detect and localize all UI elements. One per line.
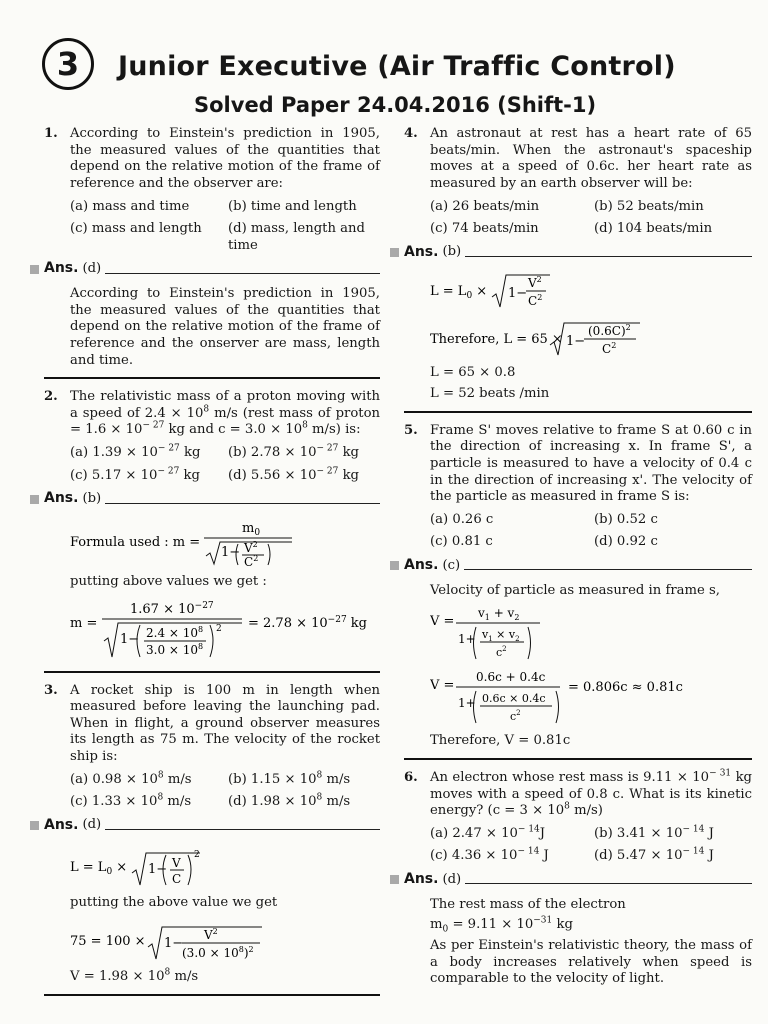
svg-text:75 = 100 ×: 75 = 100 × (70, 934, 146, 950)
answer-marker-icon (30, 821, 39, 830)
answer-underline (465, 883, 752, 884)
answer-row (30, 260, 380, 278)
svg-text:1−: 1− (120, 631, 140, 647)
options (430, 512, 752, 551)
answer-underline (105, 829, 380, 830)
option-c: (c) 74 beats/min (430, 221, 539, 237)
svg-text:(3.0 × 108)2: $(3.0 \times 10^8)^2$ (182, 945, 254, 961)
option-d: (d) $1.98 \times 10^8$ m/s (228, 792, 351, 810)
answer-marker-icon (390, 875, 399, 884)
answer-line-2: $m_0 = 9.11 \times 10^{-31}$ kg (430, 915, 573, 935)
svg-text:v1 × v2: $v_1 \times v_2$ (482, 628, 520, 644)
divider (44, 671, 380, 673)
question-number: 3. (44, 682, 58, 698)
option-c: (c) $5.17 \times 10^{- 27}$ kg (70, 466, 200, 483)
final-result: $V = 1.98 \times 10^8$ m/s (70, 967, 199, 985)
svg-text:0.6c + 0.4c: 0.6c + 0.4c (476, 670, 546, 685)
question-number: 6. (404, 769, 418, 785)
option-a: (a) 0.26 c (430, 511, 494, 527)
question-text: Frame S' moves relative to frame S at 0.60 c in the direction of increasing x. In frame S', a particle is measured to have a velocity of 0.4 c in the direction of increasing x'. The velocity of the particle as measured in frame S is: (430, 422, 752, 505)
svg-text:1.67 × 10−27: $1.67 \times 10^{-27}$ (130, 600, 214, 617)
calc-line-1: L = 65 × 0.8 (430, 365, 516, 381)
option-c: (c) 0.81 c (430, 534, 493, 550)
svg-text:c2: $c^2$ (496, 645, 507, 660)
answer-explanation: According to Einstein's prediction in 1905, the measured values of the quantities that depend on the relative motion of the frame of reference and the onserver are mass, length and time. (70, 286, 380, 368)
option-c: (c) $1.33 \times 10^8$ m/s (70, 792, 192, 810)
svg-text:1+: 1+ (458, 696, 476, 711)
putting-text: putting above values we get : (70, 573, 267, 589)
formula-velocity-addition (430, 605, 630, 663)
answer-value: (d) (442, 871, 462, 887)
svg-text:m0: $m_0$ (242, 520, 261, 538)
option-b: (b) 0.52 c (594, 511, 658, 527)
answer-value: (d) (82, 817, 102, 833)
svg-text:V2: $V^2$ (244, 539, 258, 555)
answer-label: Ans. (404, 243, 439, 260)
question-number: 1. (44, 126, 58, 141)
options (430, 826, 752, 865)
calc-line-2: L = 52 beats /min (430, 386, 550, 401)
option-a: (a) $1.39 \times 10^{- 27}$ kg (70, 443, 201, 460)
svg-text:2: 2 (194, 849, 200, 860)
question-3 (44, 683, 380, 996)
answer-value: (d) (82, 260, 102, 276)
question-text: According to Einstein's prediction in 1905, the measured values of the quantities that depend on the relative motion of the frame of reference and the observer are: (70, 126, 380, 191)
answer-row (30, 817, 380, 835)
question-4 (404, 126, 752, 413)
options (430, 199, 752, 238)
answer-row (390, 871, 752, 889)
svg-text:Therefore, L = 65 ×: Therefore, L = 65 × (430, 332, 563, 348)
svg-text:V =: V = (430, 678, 455, 694)
option-a: (a) 26 beats/min (430, 198, 540, 214)
answer-marker-icon (390, 248, 399, 257)
formula-substitution (70, 917, 370, 963)
svg-text:1−: 1− (566, 334, 586, 350)
option-c: (c) mass and length (70, 221, 202, 237)
svg-text:= 0.806c ≈ 0.81c: = 0.806c ≈ 0.81c (568, 680, 683, 696)
option-d: (d) $5.56 \times 10^{- 27}$ kg (228, 466, 359, 483)
question-text: An astronaut at rest has a heart rate of 65 beats/min. When the astronaut's spaceship moves at a speed of 0.6c. her heart rate as measured by an earth observer will be: (430, 126, 752, 191)
divider (404, 411, 752, 413)
svg-text:(0.6C)2: $(0.6C)^2$ (588, 323, 631, 339)
putting-text: putting the above value we get (70, 894, 278, 910)
answer-marker-icon (30, 495, 39, 504)
svg-text:C: C (172, 871, 182, 886)
svg-text:1−: 1− (221, 544, 241, 560)
question-number: 2. (44, 389, 58, 405)
divider (44, 377, 380, 379)
answer-marker-icon (390, 561, 399, 570)
answer-underline (105, 273, 380, 274)
formula-substitution (430, 317, 690, 359)
svg-text:1−: 1− (508, 286, 528, 302)
option-b: (b) $2.78 \times 10^{- 27}$ kg (228, 443, 359, 460)
answer-line-1: The rest mass of the electron (430, 896, 626, 912)
answer-value: (b) (442, 244, 462, 260)
svg-text:m =: m = (70, 615, 98, 631)
option-d: (d) $5.47 \times 10^{- 14}$ J (594, 846, 714, 864)
question-6 (404, 770, 752, 988)
right-column (404, 126, 752, 992)
options (70, 445, 380, 484)
svg-text:V: V (172, 855, 181, 870)
option-b: (b) time and length (228, 198, 357, 214)
formula-velocity-substitution (430, 669, 760, 727)
formula-calculation (70, 597, 380, 663)
option-d: (d) 104 beats/min (594, 221, 713, 237)
svg-text:2: 2 (216, 623, 222, 634)
question-5 (404, 423, 752, 760)
option-d: (d) mass, length and time (228, 221, 365, 253)
question-text: An electron whose rest mass is $9.11 \times 10^{- 31}$ kg moves with a speed of 0.8 c. What is its kinetic energy? ($c = 3 \times 10^8$ m/s) (430, 768, 752, 819)
svg-text:c2: $c^2$ (510, 709, 521, 724)
final-result: Therefore, V = 0.81c (430, 733, 571, 749)
left-column (44, 126, 380, 1006)
option-b: (b) $1.15 \times 10^8$ m/s (228, 770, 351, 787)
question-1 (44, 126, 380, 379)
answer-underline (464, 569, 752, 570)
svg-text:V =: V = (430, 614, 455, 630)
question-number: 5. (404, 422, 418, 438)
svg-text:C2: $C^2$ (244, 553, 259, 568)
answer-marker-icon (30, 265, 39, 274)
answer-row (390, 557, 752, 575)
svg-text:C2: $C^2$ (528, 293, 543, 309)
answer-row (390, 244, 752, 262)
svg-text:V2: $V^2$ (204, 927, 218, 943)
question-number: 4. (404, 126, 418, 141)
answer-label: Ans. (44, 490, 79, 507)
option-b: (b) 52 beats/min (594, 198, 704, 214)
formula-time-dilation (430, 269, 630, 311)
svg-text:L = L0 ×: $L = L_0$ × (70, 859, 128, 877)
question-text: The relativistic mass of a proton moving with a speed of $2.4 \times 10^8$ m/s (rest mass of proton = $1.6 \times 10^{- 27}$ kg and $c = 3.0 \times 10^8$ m/s) is: (70, 389, 380, 438)
svg-text:1−: 1− (164, 936, 184, 952)
svg-text:V2: $V^2$ (528, 275, 542, 291)
formula-length-contraction (70, 843, 270, 889)
svg-text:C2: $C^2$ (602, 341, 617, 357)
answer-intro: Velocity of particle as measured in frame s, (430, 582, 720, 598)
svg-text:= 2.78 × 10−27 kg: = $2.78 \times 10^{-27}$ kg (248, 614, 368, 631)
answer-value: (c) (442, 557, 461, 573)
divider (404, 758, 752, 760)
svg-text:0.6c × 0.4c: 0.6c × 0.4c (482, 692, 546, 706)
question-2 (44, 389, 380, 672)
answer-label: Ans. (44, 260, 79, 277)
formula-relativistic-mass (70, 516, 380, 568)
svg-text:2.4 × 108: $2.4 \times 10^8$ (146, 624, 204, 640)
svg-text:3.0 × 108: $3.0 \times 10^8$ (146, 641, 204, 657)
svg-text:1−: 1− (148, 861, 168, 877)
answer-value: (b) (82, 490, 102, 506)
answer-label: Ans. (404, 871, 439, 887)
options (70, 772, 380, 811)
page-subtitle: Solved Paper 24.04.2016 (Shift-1) (194, 93, 597, 117)
option-a: (a) $2.47 \times 10^{- 14}J$ (430, 824, 546, 841)
page-header (40, 38, 730, 133)
answer-underline (465, 256, 752, 257)
option-a: (a) $0.98 \times 10^8$ m/s (70, 770, 192, 787)
option-d: (d) 0.92 c (594, 534, 658, 550)
answer-underline (105, 503, 380, 504)
question-text: A rocket ship is 100 m in length when measured before leaving the launching pad. When in flight, a ground observer measures its length as 75 m. The velocity of the rocket ship is: (70, 682, 380, 764)
svg-text:L = L0 ×: $L = L_0$ × (430, 284, 488, 302)
answer-row (30, 490, 380, 508)
svg-text:v1 + v2: $v_1 + v_2$ (478, 606, 520, 623)
divider (44, 994, 380, 996)
paper-number-badge: 3 (42, 38, 94, 90)
page-title: Junior Executive (Air Traffic Control) (118, 51, 676, 82)
option-b: (b) $3.41 \times 10^{- 14}$ J (594, 824, 714, 841)
svg-text:Formula used : m =: Formula used : m = (70, 534, 201, 550)
answer-label: Ans. (44, 816, 79, 833)
option-a: (a) mass and time (70, 198, 190, 214)
answer-label: Ans. (404, 557, 439, 573)
answer-line-3: As per Einstein's relativistic theory, the mass of a body increases relatively when speed is comparable to the velocity of light. (430, 937, 752, 987)
svg-text:1+: 1+ (458, 632, 476, 647)
options (70, 199, 380, 255)
option-c: (c) $4.36 \times 10^{- 14}$ J (430, 846, 549, 864)
